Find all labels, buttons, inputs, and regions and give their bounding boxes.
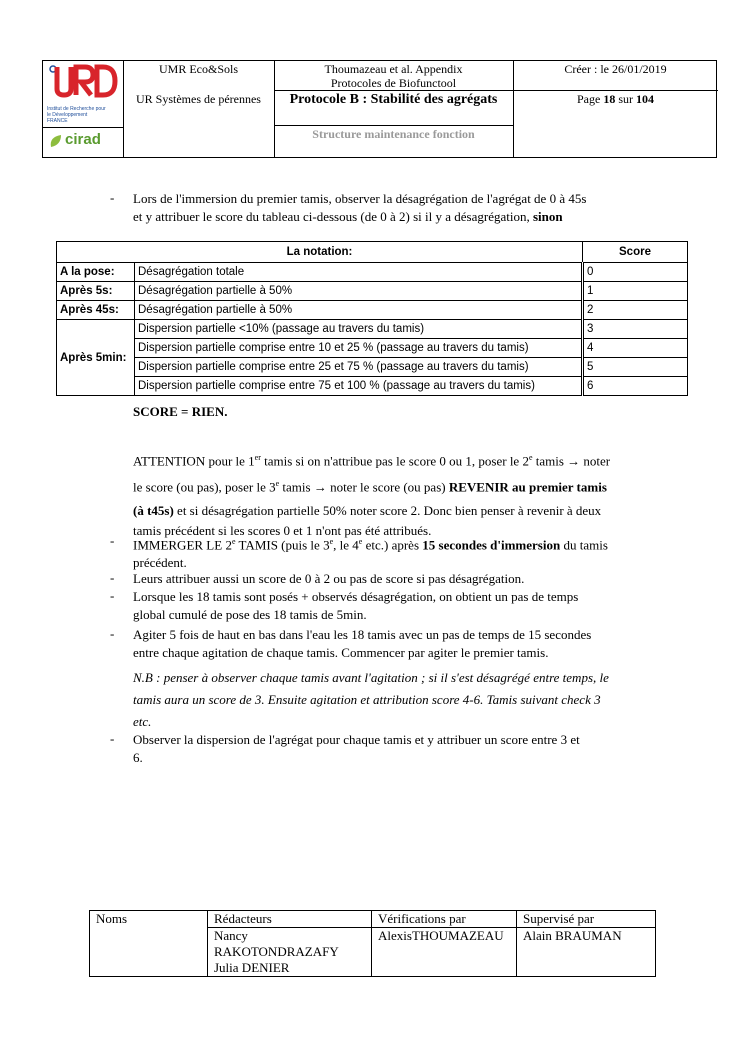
bullet-marker: - (110, 570, 115, 585)
intro-bullet (133, 190, 693, 226)
reference (274, 62, 513, 90)
bullet-bold: 15 secondes d'immersion (422, 537, 561, 553)
intro-line-2 (133, 208, 693, 226)
nb-line: tamis aura un score de 3. Ensuite agitation et attribution score 4-6. Tamis suivant check 3 (133, 692, 601, 707)
table-row (57, 377, 688, 396)
desc-cell: Dispersion partielle comprise entre 75 et 100 % (passage au travers du tamis) (135, 377, 583, 396)
ird-logo-text: Institut de Recherche pour le Développement FRANCE (47, 106, 106, 124)
stage-cell: Après 45s: (57, 301, 135, 320)
table-row (57, 263, 688, 282)
bullet-text: TAMIS (puis le 3 (235, 537, 330, 553)
desc-cell: Désagrégation partielle à 50% (135, 282, 583, 301)
bullet-text: Lorsque les 18 tamis sont posés + observés désagrégation, on obtient un pas de temps (133, 589, 579, 604)
score-table (56, 241, 688, 396)
desc-cell: Dispersion partielle comprise entre 25 et 75 % (passage au travers du tamis) (135, 358, 583, 377)
nb-line: etc. (133, 714, 152, 729)
redacteur-name: Julia DENIER (214, 960, 290, 975)
bullet-text: Observer la dispersion de l'agrégat pour chaque tamis et y attribuer un score entre 3 et (133, 732, 580, 747)
bullet-agiter (133, 626, 693, 662)
bullet-marker: - (110, 626, 115, 641)
score-cell: 0 (583, 263, 688, 282)
bullet-immerger (133, 533, 693, 572)
protocol-title: Protocole B : Stabilité des agrégats (289, 92, 498, 107)
bullet-observer (133, 731, 693, 767)
ordinal-sup: e (358, 537, 363, 546)
bullet-text: entre chaque agitation de chaque tamis. Commencer par agiter le premier tamis. (133, 645, 549, 660)
bullet-marker: - (110, 533, 115, 548)
stage-cell: Après 5s: (57, 282, 135, 301)
redacteur-name: Nancy (214, 928, 248, 943)
bullet-lorsque (133, 588, 693, 624)
ordinal-sup: er (254, 453, 261, 462)
bullet-text: IMMERGER LE 2 (133, 537, 232, 553)
attention-line-1 (133, 446, 693, 472)
bullet-marker: - (110, 731, 115, 746)
bullet-text: 6. (133, 750, 143, 765)
attention-text: et si désagrégation partielle 50% noter score 2. Donc bien penser à revenir à deux (173, 502, 602, 518)
signature-header-row (90, 911, 656, 928)
bullet-text: précédent. (133, 555, 187, 571)
supervise-header: Supervisé par (517, 911, 656, 928)
score-cell: 6 (583, 377, 688, 396)
cirad-leaf-icon (49, 133, 63, 149)
page-prefix: Page (577, 92, 604, 106)
reference-line-2: Protocoles de Biofunctool (330, 76, 457, 90)
signature-table (89, 910, 656, 977)
noms-cell: Noms (90, 911, 208, 977)
redacteur-name: RAKOTONDRAZAFY (214, 944, 339, 959)
ird-logo (47, 63, 121, 125)
attention-bold: REVENIR au premier tamis (448, 479, 607, 495)
verification-name: AlexisTHOUMAZEAU (372, 928, 517, 977)
reference-line-1: Thoumazeau et al. Appendix (324, 62, 463, 76)
ordinal-sup: e (231, 537, 236, 546)
redacteurs-names (208, 928, 372, 977)
stage-cell: Après 5min: (57, 320, 135, 396)
table-row (57, 301, 688, 320)
attention-bold: (à t45s) (133, 502, 174, 518)
score-cell: 3 (583, 320, 688, 339)
intro-line-2-bold: sinon (532, 209, 563, 224)
attention-paragraph (133, 446, 693, 540)
score-cell: 2 (583, 301, 688, 320)
header-score: Score (583, 242, 688, 263)
ordinal-sup: e (528, 453, 533, 462)
cirad-logo-text: cirad (65, 131, 101, 148)
created-date: Créer : le 26/01/2019 (564, 62, 667, 76)
intro-line-1: Lors de l'immersion du premier tamis, observer la désagrégation de l'agrégat de 0 à 45s (133, 191, 587, 206)
stage-cell: A la pose: (57, 263, 135, 282)
desc-cell: Dispersion partielle comprise entre 10 et 25 % (passage au travers du tamis) (135, 339, 583, 358)
bullet-attribuer: Leurs attribuer aussi un score de 0 à 2 ou pas de score si pas désagrégation. (133, 571, 525, 586)
bullet-text: Agiter 5 fois de haut en bas dans l'eau les 18 tamis avec un pas de temps de 15 secondes (133, 627, 592, 642)
attention-line-2 (133, 472, 693, 498)
ird-logo-mark (47, 63, 121, 103)
attention-text: tamis si on n'attribue pas le score 0 ou 1, poser le 2 (260, 453, 529, 469)
table-row (57, 320, 688, 339)
score-rien: SCORE = RIEN. (133, 404, 228, 419)
cirad-logo (49, 131, 121, 155)
redacteurs-header: Rédacteurs (208, 911, 372, 928)
desc-cell: Désagrégation totale (135, 263, 583, 282)
score-cell: 1 (583, 282, 688, 301)
bullet-text: global cumulé de pose des 18 tamis de 5min. (133, 607, 367, 622)
org-systemes-perennes: UR Systèmes de pérennes (136, 92, 261, 106)
bullet-text: etc.) après (362, 537, 423, 553)
supervisor-name: Alain BRAUMAN (517, 928, 656, 977)
attention-text: tamis → noter (532, 453, 611, 469)
org-eco-sols: UMR Eco&Sols (158, 62, 238, 76)
bullet-text: du tamis (560, 537, 608, 553)
verifications-header: Vérifications par (372, 911, 517, 928)
attention-text: tamis → noter le score (ou pas) (279, 479, 449, 495)
score-cell: 4 (583, 339, 688, 358)
table-header-row (57, 242, 688, 263)
nb-line: N.B : penser à observer chaque tamis avant l'agitation ; si il s'est désagrégé entre temps, le (133, 670, 609, 685)
page-number (513, 92, 718, 107)
bullet-marker: - (110, 190, 115, 205)
table-row (57, 282, 688, 301)
intro-line-2-text: et y attribuer le score du tableau ci-dessous (de 0 à 2) si il y a désagrégation, (133, 209, 533, 224)
desc-cell: Désagrégation partielle à 50% (135, 301, 583, 320)
ordinal-sup: e (329, 537, 334, 546)
bullet-text: , le 4 (333, 537, 359, 553)
attention-text: le score (ou pas), poser le 3 (133, 479, 276, 495)
attention-text: ATTENTION pour le 1 (133, 453, 255, 469)
attention-line-3 (133, 499, 693, 522)
table-row (57, 358, 688, 377)
table-row (57, 339, 688, 358)
page-current: 18 (603, 92, 616, 106)
bullet-marker: - (110, 588, 115, 603)
attention-line-4: tamis précédent si les scores 0 et 1 n'ont pas été attribués. (133, 522, 432, 538)
page-total: 104 (636, 92, 654, 106)
page-separator: sur (615, 92, 636, 106)
nb-note (133, 667, 693, 733)
header-notation: La notation: (57, 242, 583, 263)
document-header (42, 60, 717, 158)
ordinal-sup: e (275, 479, 280, 489)
score-cell: 5 (583, 358, 688, 377)
desc-cell: Dispersion partielle <10% (passage au travers du tamis) (135, 320, 583, 339)
protocol-subtitle: Structure maintenance fonction (312, 127, 475, 141)
